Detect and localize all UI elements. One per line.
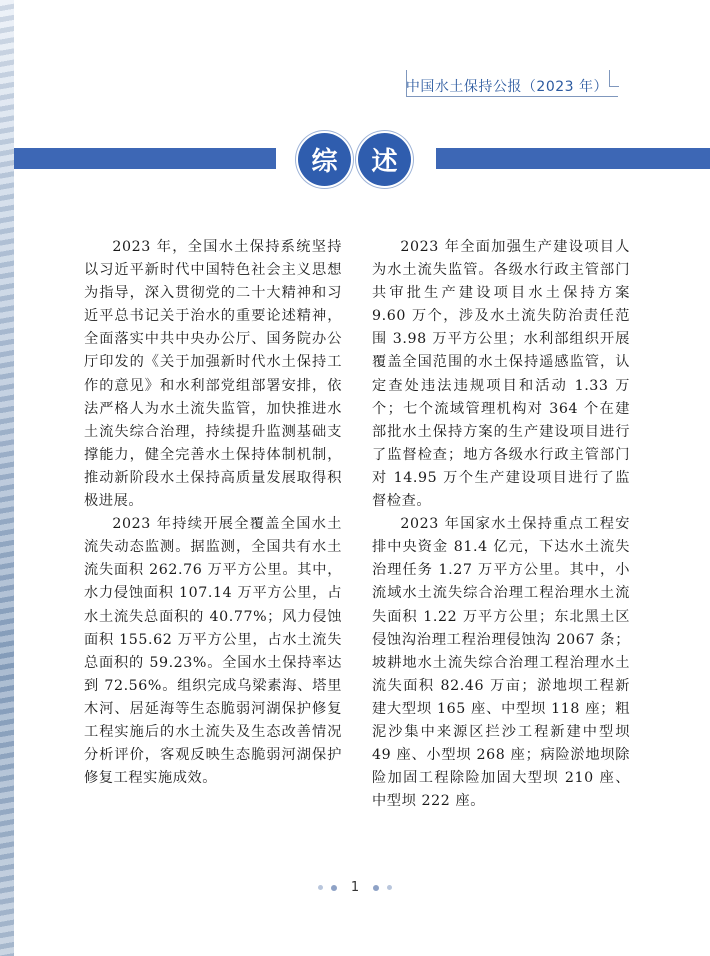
footer-dot-icon: [373, 885, 379, 891]
paragraph: 2023 年持续开展全覆盖全国水土流失动态监测。据监测，全国共有水土流失面积 262.76 万平方公里。其中，水力侵蚀面积 107.14 万平方公里，占水土流失总面积的 40.77%；风力侵蚀面积 155.62 万平方公里，占水土流失总面积的 59.23%。全国水土保持率达到 72.56%。组织完成乌梁素海、塔里木河、居延海等生态脆弱河湖保护修复工程实施后的水土流失及生态改善情况分析评价，客观反映生态脆弱河湖保护修复工程实施成效。: [84, 516, 342, 787]
paragraph: 2023 年国家水土保持重点工程安排中央资金 81.4 亿元，下达水土流失治理任务 1.27 万平方公里。其中，小流域水土流失综合治理工程治理水土流失面积 1.22 万平方公里；东北黑土区侵蚀沟治理工程治理侵蚀沟 2067 条；坡耕地水土流失综合治理工程治理水土流失面积 82.46 万亩；淤地坝工程新建大型坝 165 座、中型坝 118 座；粗泥沙集中来源区拦沙工程新建中型坝 49 座、小型坝 268 座；病险淤地坝除险加固工程除险加固大型坝 210 座、中型坝 222 座。: [372, 516, 630, 810]
footer-dot-icon: [331, 885, 337, 891]
footer-dot-icon: [318, 885, 323, 890]
section-band-right: [436, 148, 710, 169]
header-rule-corner-vertical: [609, 70, 610, 86]
section-band-left: [14, 148, 276, 169]
footer-dot-icon: [387, 885, 392, 890]
paragraph: 2023 年，全国水土保持系统坚持以习近平新时代中国特色社会主义思想为指导，深入贯彻党的二十大精神和习近平总书记关于治水的重要论述精神，全面落实中共中央办公厅、国务院办公厅印发的《关于加强新时代水土保持工作的意见》和水利部党组部署安排，依法严格人为水土流失监管，加快推进水土流失综合治理，持续提升监测基础支撑能力，健全完善水土保持体制机制，推动新阶段水土保持高质量发展取得积极进展。: [84, 239, 342, 510]
header-rule-horizontal: [406, 96, 618, 97]
section-title-char-1: 综: [298, 133, 351, 186]
paragraph: 2023 年全面加强生产建设项目人为水土流失监管。各级水行政主管部门共审批生产建设项目水土保持方案 9.60 万个，涉及水土流失防治责任范围 3.98 万平方公里；水利部组织开展覆盖全国范围的水土保持遥感监管，认定查处违法违规项目和活动 1.33 万个；七个流域管理机构对 364 个在建部批水土保持方案的生产建设项目进行了监督检查；地方各级水行政主管部门对 14.95 万个生产建设项目进行了监督检查。: [372, 239, 630, 510]
text-column-left: [84, 236, 342, 790]
page-number: 1: [350, 880, 360, 895]
page-footer: [0, 880, 710, 895]
header-rule-corner-horizontal: [609, 86, 619, 87]
left-edge-photo-strip: [0, 0, 14, 956]
section-title-char-2: 述: [358, 133, 411, 186]
running-header-title: 中国水土保持公报（2023 年）: [405, 79, 608, 95]
text-column-right: [372, 236, 630, 813]
